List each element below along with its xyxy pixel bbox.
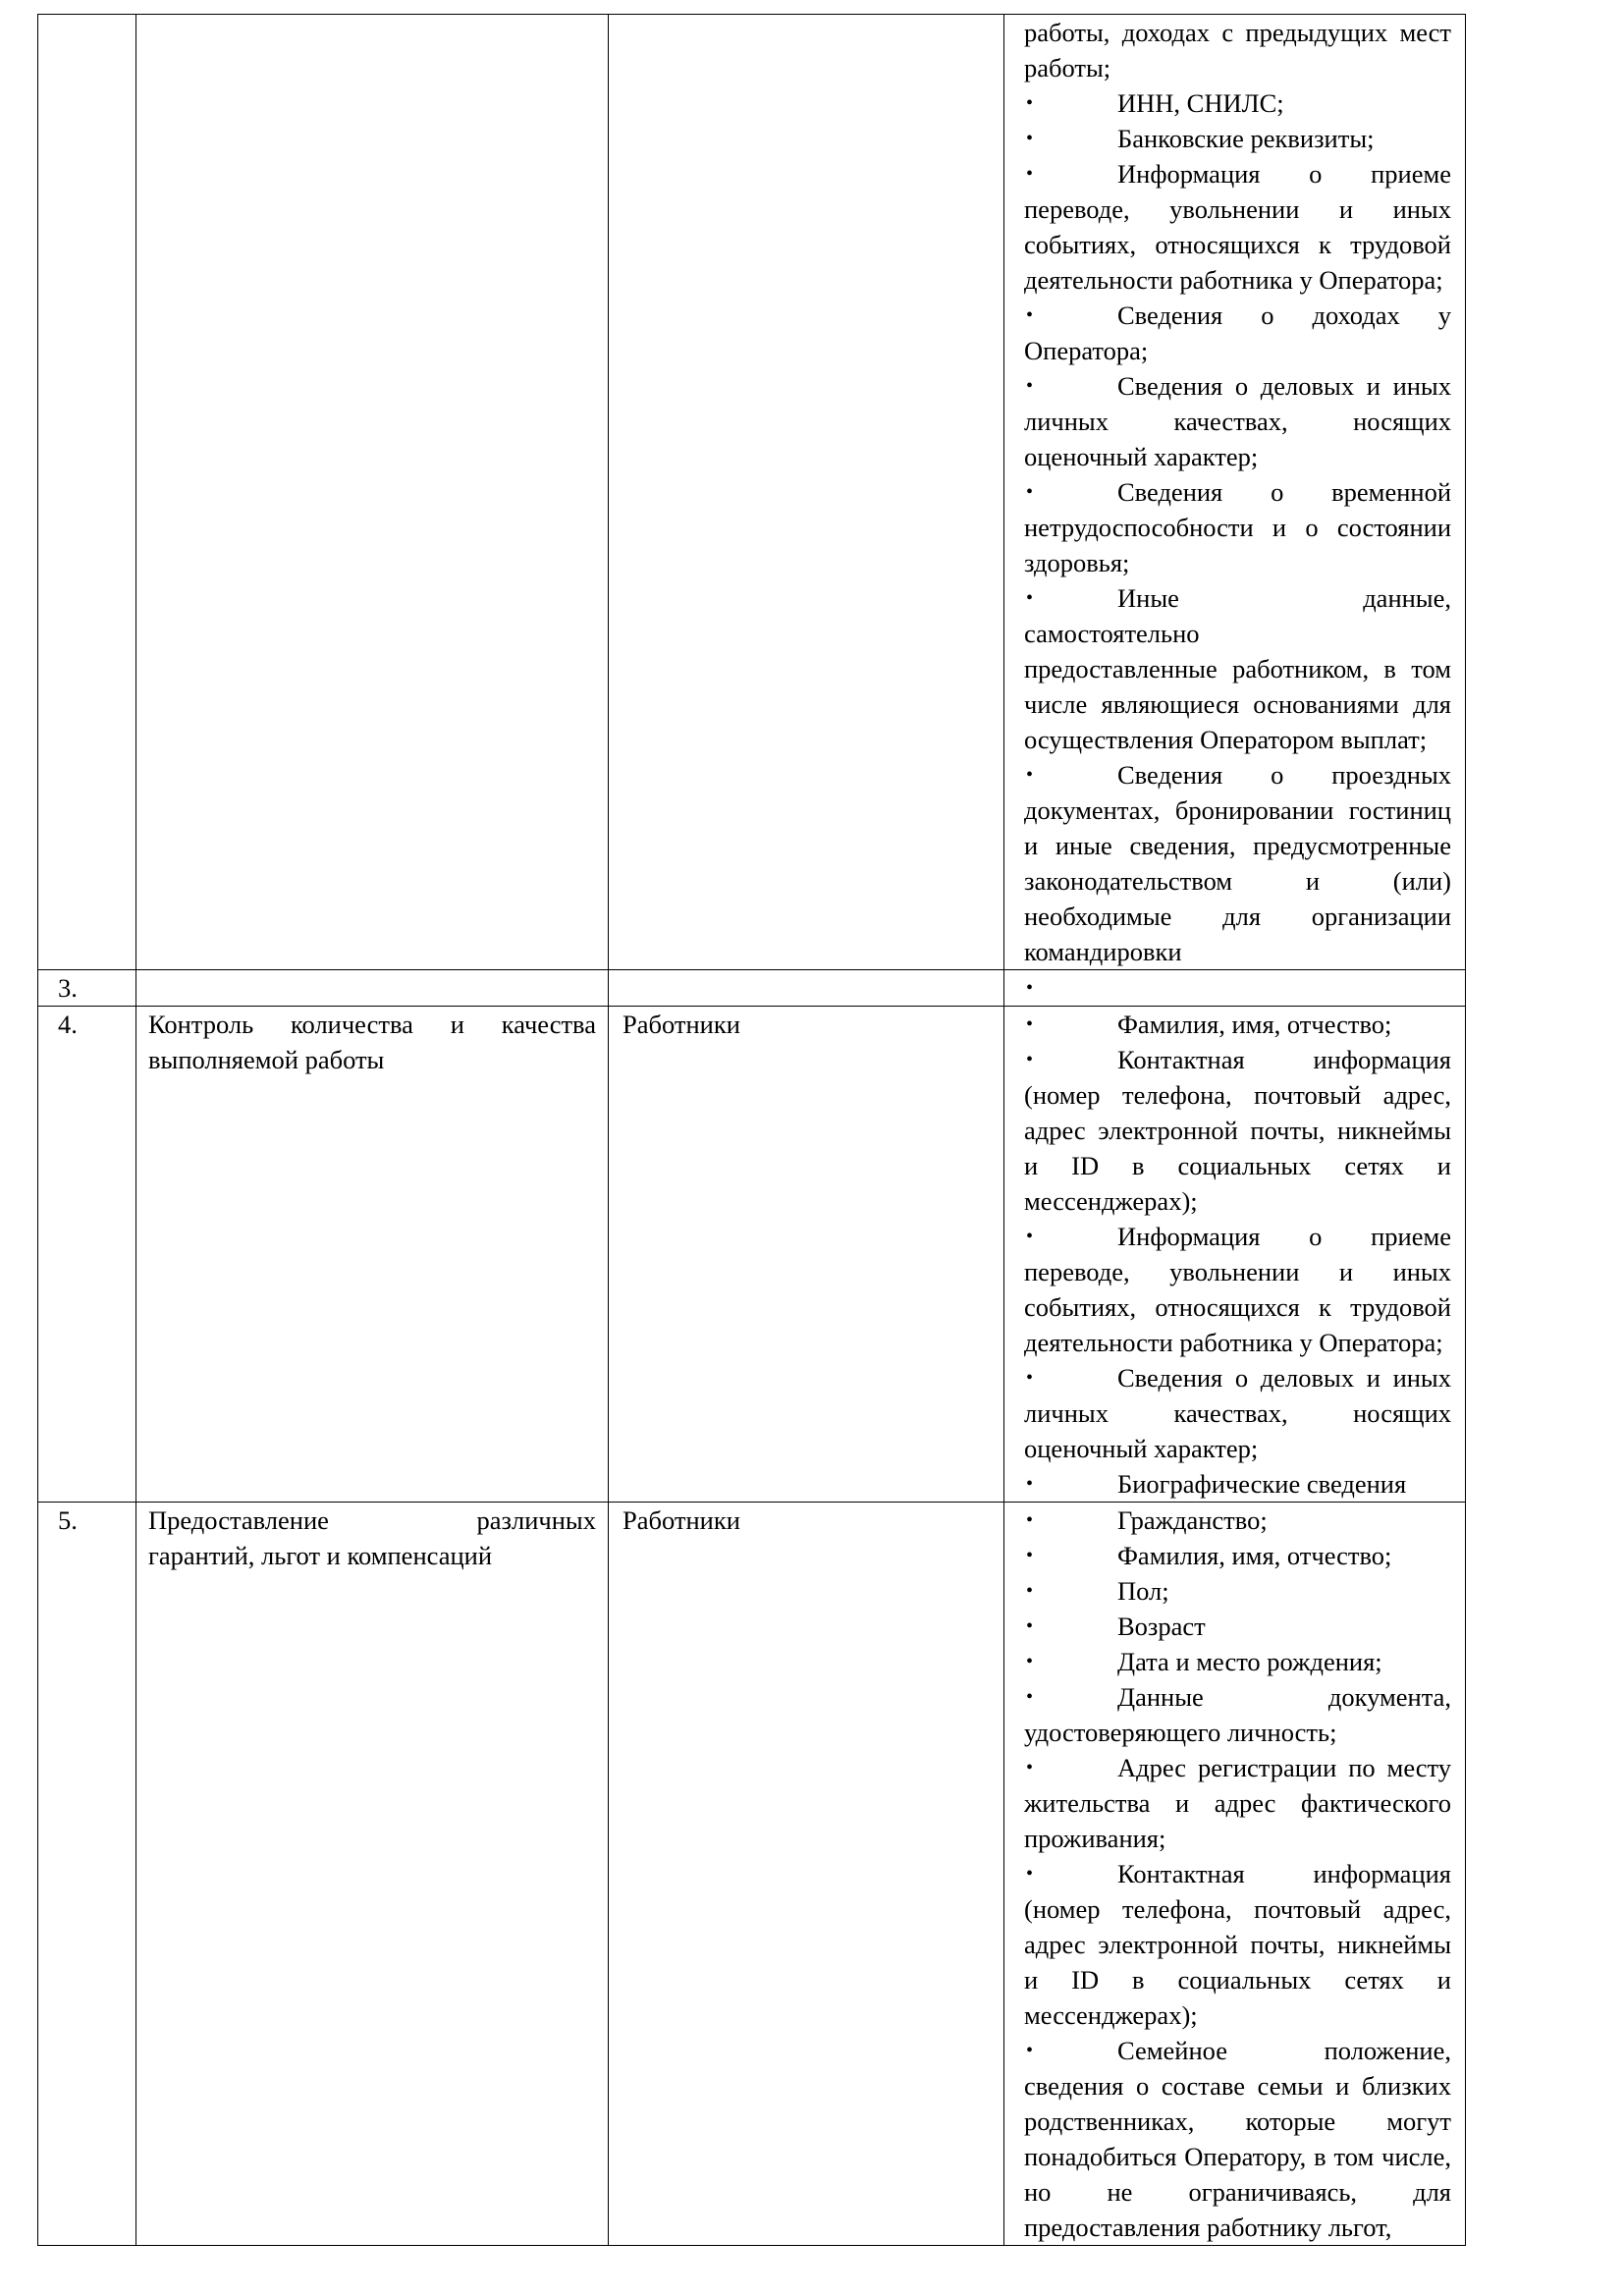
list-item-line: числе являющиеся основаниями для <box>1024 689 1451 719</box>
purpose-line: выполняемой работы <box>148 1045 385 1074</box>
row-number-cell <box>38 1503 136 2246</box>
bullet-icon: • <box>1026 1226 1034 1247</box>
purpose-cell <box>136 970 609 1007</box>
list-item-line: адрес электронной почты, никнеймы <box>1024 1116 1451 1145</box>
bullet-icon: • <box>1026 1686 1034 1708</box>
list-item-line: событиях, относящихся к трудовой <box>1024 230 1451 259</box>
list-item <box>1024 85 1451 121</box>
document-page <box>37 14 1466 2246</box>
subject-category: Работники <box>623 1010 740 1039</box>
list-item-line: осуществления Оператором выплат; <box>1024 725 1428 754</box>
table-row <box>38 970 1466 1007</box>
list-item <box>1024 121 1451 156</box>
list-item <box>1024 1644 1451 1679</box>
list-item-line: Пол; <box>1117 1576 1169 1606</box>
list-item-line: Иные данные, самостоятельно <box>1024 583 1451 648</box>
list-item <box>1024 1466 1451 1502</box>
table-row <box>38 1007 1466 1503</box>
list-item-line: Информация о приеме <box>1117 159 1451 189</box>
list-item-line: Сведения о проездных <box>1117 760 1451 790</box>
table-row <box>38 15 1466 970</box>
bullet-icon: • <box>1026 375 1034 397</box>
bullet-icon: • <box>1026 1367 1034 1389</box>
list-item-line: Семейное положение, <box>1117 2036 1451 2065</box>
list-item <box>1024 1538 1451 1573</box>
list-item-line: Дата и место рождения; <box>1117 1647 1382 1676</box>
list-item <box>1024 757 1451 969</box>
bullet-icon: • <box>1026 1545 1034 1566</box>
list-item-line: Сведения о временной <box>1117 477 1451 507</box>
bullet-icon: • <box>1026 304 1034 326</box>
list-item-line: командировки <box>1024 937 1182 966</box>
bullet-icon: • <box>1026 92 1034 114</box>
list-item-line: личных качествах, носящих <box>1024 407 1451 436</box>
list-item <box>1024 2033 1451 2245</box>
subject-category-cell <box>609 15 1004 970</box>
list-item-line: личных качествах, носящих <box>1024 1398 1451 1428</box>
bullet-icon: • <box>1026 764 1034 786</box>
bullet-icon: • <box>1026 1473 1034 1495</box>
bullet-icon: • <box>1026 1013 1034 1035</box>
bullet-icon: • <box>1026 977 1034 999</box>
row-number-cell <box>38 15 136 970</box>
list-item-line: Сведения о деловых и иных <box>1117 371 1451 401</box>
purpose-cell <box>136 1007 609 1503</box>
list-item-line: Оператора; <box>1024 336 1149 365</box>
list-item-line: (номер телефона, почтовый адрес, <box>1024 1894 1451 1924</box>
table-body <box>38 15 1466 2246</box>
subject-category-cell <box>609 970 1004 1007</box>
list-item-line: но не ограничиваясь, для <box>1024 2177 1451 2207</box>
list-item-line: Фамилия, имя, отчество; <box>1117 1541 1392 1570</box>
bullet-icon: • <box>1026 481 1034 503</box>
list-item-line: и ID в социальных сетях и <box>1024 1151 1451 1180</box>
purpose-cell <box>136 1503 609 2246</box>
list-item <box>1024 1042 1451 1219</box>
bullet-icon: • <box>1026 2040 1034 2061</box>
row-number-cell <box>38 1007 136 1503</box>
list-item <box>1024 1750 1451 1856</box>
list-item-line: деятельности работника у Оператора; <box>1024 265 1443 295</box>
list-item-line: Гражданство; <box>1117 1505 1268 1535</box>
list-item-line: Сведения о доходах у <box>1117 301 1451 330</box>
list-item-line: мессенджерах); <box>1024 1186 1198 1216</box>
purpose-line: Контроль количества и качества <box>148 1010 596 1039</box>
list-item <box>1024 1360 1451 1466</box>
list-item <box>1024 1503 1451 1538</box>
bullet-icon: • <box>1026 1509 1034 1531</box>
list-item-line: законодательством и (или) <box>1024 866 1451 896</box>
list-item-line: родственниках, которые могут <box>1024 2106 1451 2136</box>
list-item-line: сведения о составе семьи и близких <box>1024 2071 1451 2101</box>
row-number: 4. <box>58 1010 78 1039</box>
list-item-line: нетрудоспособности и о состоянии <box>1024 513 1451 542</box>
list-item-line: переводе, увольнении и иных <box>1024 1257 1451 1286</box>
row-number-cell <box>38 970 136 1007</box>
bullet-icon: • <box>1026 1863 1034 1885</box>
list-item-line: Банковские реквизиты; <box>1117 124 1375 153</box>
list-item <box>1024 298 1451 368</box>
row-number: 3. <box>58 973 78 1003</box>
list-item-line: Контактная информация <box>1117 1045 1451 1074</box>
list-item <box>1024 970 1451 1006</box>
bullet-icon: • <box>1026 1049 1034 1070</box>
list-item <box>1024 368 1451 474</box>
list-item <box>1024 580 1451 757</box>
list-item-line: оценочный характер; <box>1024 442 1259 471</box>
row-number: 5. <box>58 1505 78 1535</box>
list-item-line: адрес электронной почты, никнеймы <box>1024 1930 1451 1959</box>
list-item-line: предоставления работнику льгот, <box>1024 2213 1392 2242</box>
subject-category-cell <box>609 1007 1004 1503</box>
list-item-line: работы; <box>1024 53 1111 82</box>
personal-data-table <box>37 14 1466 2246</box>
bullet-icon: • <box>1026 163 1034 185</box>
list-item-line: удостоверяющего личность; <box>1024 1718 1337 1747</box>
list-item-line <box>1024 970 1451 1006</box>
list-item-line: Биографические сведения <box>1117 1469 1407 1499</box>
data-list-cell <box>1004 15 1466 970</box>
list-item <box>1024 1609 1451 1644</box>
list-item <box>1024 15 1451 85</box>
list-item-line: (номер телефона, почтовый адрес, <box>1024 1080 1451 1110</box>
list-item-line: Адрес регистрации по месту <box>1117 1753 1451 1782</box>
data-list-cell <box>1004 970 1466 1007</box>
bullet-icon: • <box>1026 1615 1034 1637</box>
list-item <box>1024 1856 1451 2033</box>
list-item-line: проживания; <box>1024 1824 1166 1853</box>
data-list-cell <box>1004 1503 1466 2246</box>
purpose-line: Предоставление различных <box>148 1505 596 1535</box>
bullet-icon: • <box>1026 1757 1034 1778</box>
purpose-cell <box>136 15 609 970</box>
list-item-line: Информация о приеме <box>1117 1222 1451 1251</box>
table-row <box>38 1503 1466 2246</box>
list-item-line: документах, бронировании гостиниц <box>1024 795 1451 825</box>
list-item-line: и иные сведения, предусмотренные <box>1024 831 1451 860</box>
list-item-line: Данные документа, <box>1117 1682 1451 1712</box>
bullet-icon: • <box>1026 128 1034 149</box>
bullet-icon: • <box>1026 1580 1034 1602</box>
purpose-line: гарантий, льгот и компенсаций <box>148 1541 493 1570</box>
list-item-line: Сведения о деловых и иных <box>1117 1363 1451 1393</box>
list-item-line: событиях, относящихся к трудовой <box>1024 1292 1451 1322</box>
list-item-line: предоставленные работником, в том <box>1024 654 1451 683</box>
list-item-line: и ID в социальных сетях и <box>1024 1965 1451 1995</box>
data-list-cell <box>1004 1007 1466 1503</box>
list-item-line: Контактная информация <box>1117 1859 1451 1888</box>
list-item-line: Возраст <box>1117 1612 1206 1641</box>
list-item-line: оценочный характер; <box>1024 1434 1259 1463</box>
list-item-line: жительства и адрес фактического <box>1024 1788 1451 1818</box>
bullet-icon: • <box>1026 587 1034 609</box>
list-item-line: понадобиться Оператору, в том числе, <box>1024 2142 1451 2171</box>
list-item-line: деятельности работника у Оператора; <box>1024 1328 1443 1357</box>
list-item-line: работы, доходах с предыдущих мест <box>1024 18 1451 47</box>
subject-category: Работники <box>623 1505 740 1535</box>
list-item-line: необходимые для организации <box>1024 902 1451 931</box>
list-item <box>1024 1573 1451 1609</box>
list-item <box>1024 1219 1451 1360</box>
list-item <box>1024 474 1451 580</box>
list-item-line: мессенджерах); <box>1024 2000 1198 2030</box>
subject-category-cell <box>609 1503 1004 2246</box>
list-item-line: переводе, увольнении и иных <box>1024 194 1451 224</box>
list-item-line: здоровья; <box>1024 548 1130 577</box>
list-item <box>1024 156 1451 298</box>
list-item <box>1024 1679 1451 1750</box>
list-item-line: ИНН, СНИЛС; <box>1117 88 1284 118</box>
bullet-icon: • <box>1026 1651 1034 1672</box>
list-item-line: Фамилия, имя, отчество; <box>1117 1010 1392 1039</box>
list-item <box>1024 1007 1451 1042</box>
